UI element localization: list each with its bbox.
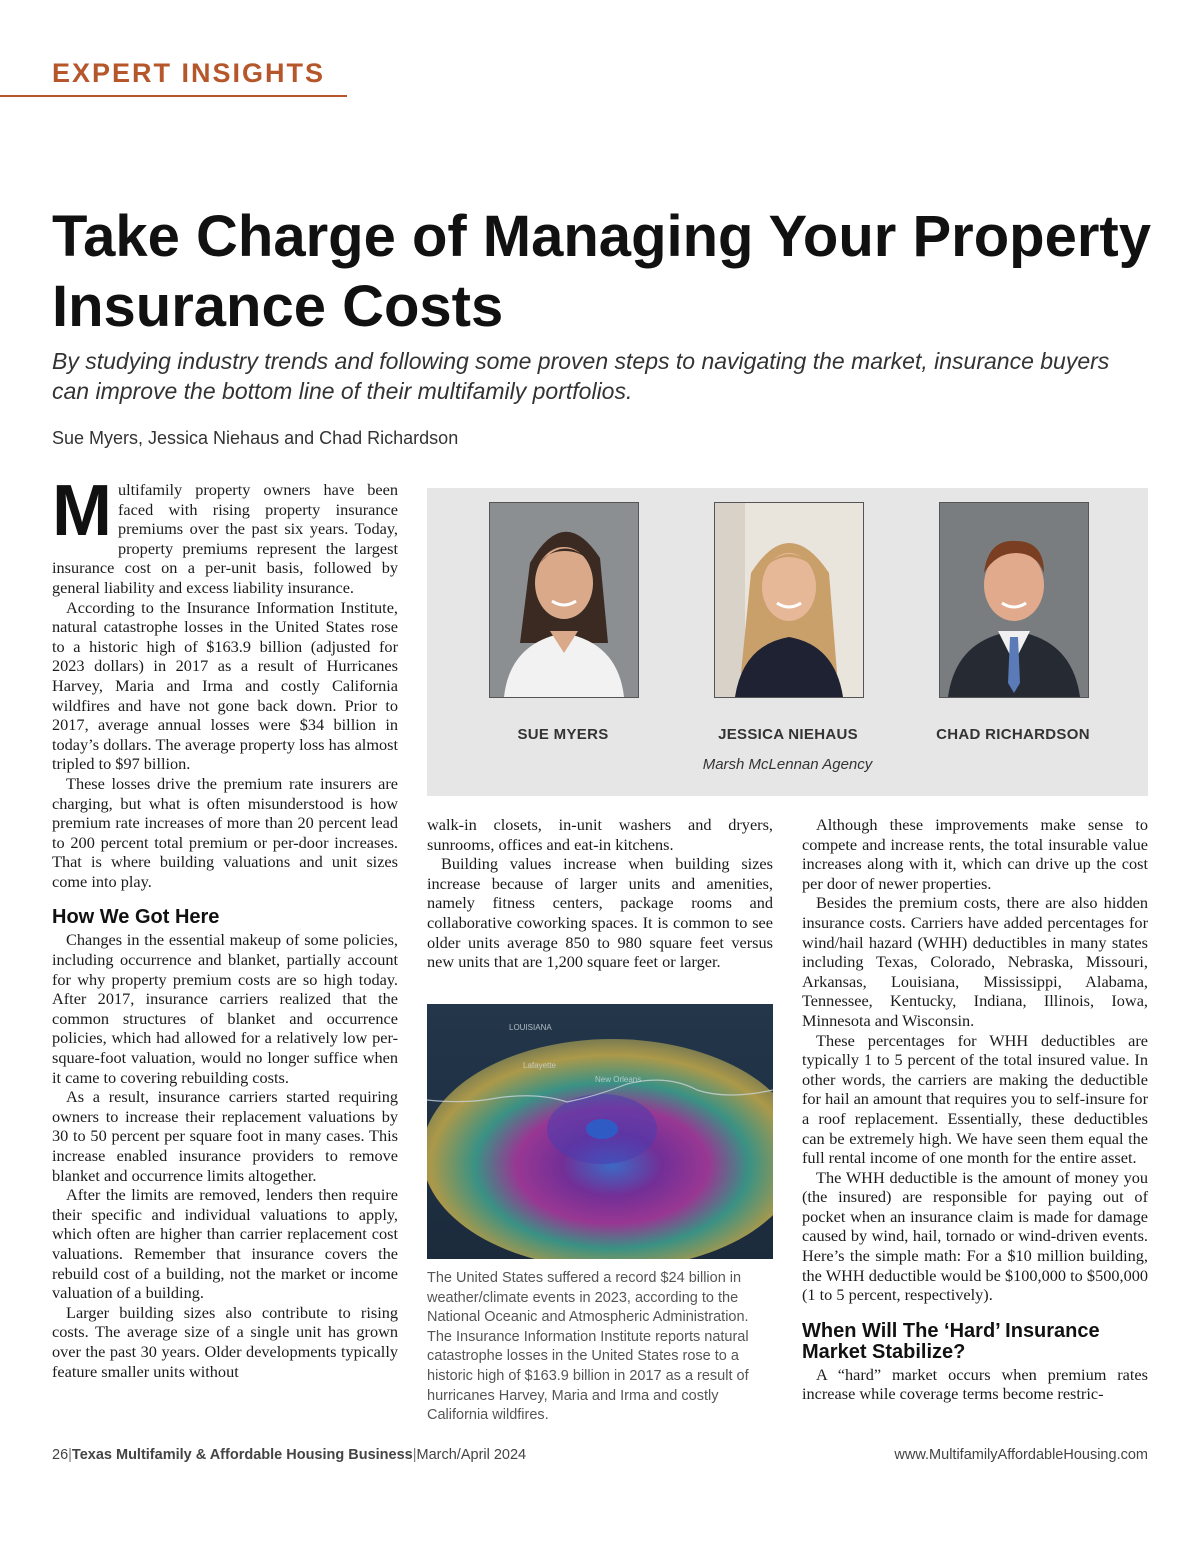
subheading: When Will The ‘Hard’ Insurance Market Stabilize? bbox=[802, 1319, 1100, 1363]
paragraph: The WHH deductible is the amount of money you (the insured) are responsible for paying out of pocket when an insurance claim is made for damage caused by wind, hail, tornado or wind-driven events. Here’s the simple math: For a $10 million building, the WHH deductible would be $100,000 to $500,000 (1 to 5 percent, respectively). bbox=[802, 1167, 1148, 1305]
paragraph: According to the Insurance Information Institute, natural catastrophe losses in the United States rose to a historic high of $163.9 billion (adjusted for 2023 dollars) in 2017 as a result of Hurricanes Harvey, Maria and Irma and costly California wildfires and have not gone back down. Prior to 2017, average annual losses were $34 billion in today’s dollars. The average property loss has almost tripled to $97 billion. bbox=[52, 597, 398, 774]
author-name: SUE MYERS bbox=[517, 726, 609, 743]
byline: Sue Myers, Jessica Niehaus and Chad Richardson bbox=[52, 428, 459, 448]
drop-cap: M bbox=[52, 471, 112, 551]
paragraph: After the limits are removed, lenders then require their specific and individual valuations to apply, which often are higher than carrier replacement cost valuations. Remember that insurance covers the rebuild cost of a building, not the market or income valuation of a building. bbox=[52, 1185, 398, 1303]
paragraph: A “hard” market occurs when premium rates increase while coverage terms become restric- bbox=[802, 1364, 1148, 1404]
website-link[interactable]: www.MultifamilyAffordableHousing.com bbox=[894, 1447, 1148, 1463]
paragraph: walk-in closets, in-unit washers and dryers, sunrooms, offices and eat-in kitchens. bbox=[427, 815, 773, 854]
paragraph: As a result, insurance carriers started requiring owners to increase their replacement valuations by 30 to 50 percent per square foot in many cases. This increase enabled insurance providers to remove blanket and occurrence limits altogether. bbox=[52, 1087, 398, 1185]
headline: Take Charge of Managing Your Property Insurance Costs bbox=[52, 204, 1151, 339]
map-label-louisiana: LOUISIANA bbox=[509, 1023, 552, 1032]
section-label: EXPERT INSIGHTS bbox=[52, 58, 326, 88]
section-rule bbox=[0, 95, 347, 97]
paragraph: Changes in the essential makeup of some policies, including occurrence and blanket, partially account for why property premium costs are so high today. After 2017, insurance carriers realized that the common structures of blanket and occurrence policies, which had allowed for a relatively low per-square-foot valuation, would no longer suffice when it came to covering rebuilding costs. bbox=[52, 930, 398, 1087]
publication-name: Texas Multifamily & Affordable Housing Business bbox=[71, 1447, 413, 1463]
map-label-lafayette: Lafayette bbox=[523, 1061, 556, 1070]
page-number: 26 bbox=[52, 1447, 69, 1463]
issue-date: March/April 2024 bbox=[416, 1447, 527, 1463]
subheading: How We Got Here bbox=[52, 906, 220, 929]
paragraph: Although these improvements make sense to compete and increase rents, the total insurable value increases along with it, which can drive up the cost per door of newer properties. bbox=[802, 815, 1148, 893]
paragraph bbox=[52, 471, 398, 598]
author-photo-chad-richardson bbox=[939, 502, 1089, 698]
author-photo-sue-myers bbox=[489, 502, 639, 698]
paragraph: These losses drive the premium rate insurers are charging, but what is often misunderstood is how premium rate increases of more than 20 percent lead to 200 percent total premium or per-door increases. That is where building valuations and unit sizes come into play. bbox=[52, 773, 398, 891]
author-photo-panel bbox=[427, 488, 1148, 796]
figure-caption: The United States suffered a record $24 billion in weather/climate events in 2023, according to the National Oceanic and Atmospheric Administration. The Insurance Information Institute reports natural catastrophe losses in the United States rose to a historic high of $163.9 billion in 2017 as a result of hurricanes Harvey, Maria and Irma and costly California wildfires. bbox=[427, 1270, 749, 1424]
body-column-1 bbox=[52, 471, 398, 1381]
page-footer: 26|Texas Multifamily & Affordable Housing Business|March/April 2024 www.MultifamilyAffordableHousing.com bbox=[52, 1447, 1148, 1463]
paragraph: Besides the premium costs, there are also hidden insurance costs. Carriers have added percentages for wind/hail hazard (WHH) deductibles in many states including Texas, Colorado, Nebraska, Missouri, Arkansas, Louisiana, Mississippi, Alabama, Tennessee, Kentucky, Indiana, Illinois, Iowa, Minnesota and Wisconsin. bbox=[802, 893, 1148, 1030]
author-agency: Marsh McLennan Agency bbox=[702, 756, 873, 773]
hurricane-map-image bbox=[427, 1004, 773, 1259]
author-name: JESSICA NIEHAUS bbox=[718, 726, 858, 743]
author-name: CHAD RICHARDSON bbox=[936, 726, 1090, 743]
map-label-new-orleans: New Orleans bbox=[595, 1075, 642, 1084]
author-photo-jessica-niehaus bbox=[714, 502, 864, 698]
body-column-3 bbox=[802, 815, 1148, 1404]
paragraph-text: ultifamily property owners have been faced with rising property insurance premiums over the past six years. Today, property premiums represent the largest insurance cost on a per-unit basis, followed by general liability and excess liability insurance. bbox=[52, 480, 398, 597]
paragraph: Building values increase when building sizes increase because of larger units and amenities, namely fitness centers, package rooms and collaborative coworking spaces. It is common to see older units average 850 to 980 square feet versus new units that are 1,200 square feet or larger. bbox=[427, 854, 773, 972]
paragraph: Larger building sizes also contribute to rising costs. The average size of a single unit has grown over the past 30 years. Older developments typically feature smaller units without bbox=[52, 1302, 398, 1381]
deck: By studying industry trends and following some proven steps to navigating the market, insurance buyers can improve the bottom line of their multifamily portfolios. bbox=[52, 348, 1110, 404]
body-column-2 bbox=[427, 815, 773, 972]
paragraph: These percentages for WHH deductibles are typically 1 to 5 percent of the total insured value. In other words, the carriers are making the deductible for hail an amount that requires you to self-insure for a roof replacement. Essentially, these deductibles can be extremely high. We have seen them equal the full rental income of one month for the entire asset. bbox=[802, 1030, 1148, 1168]
